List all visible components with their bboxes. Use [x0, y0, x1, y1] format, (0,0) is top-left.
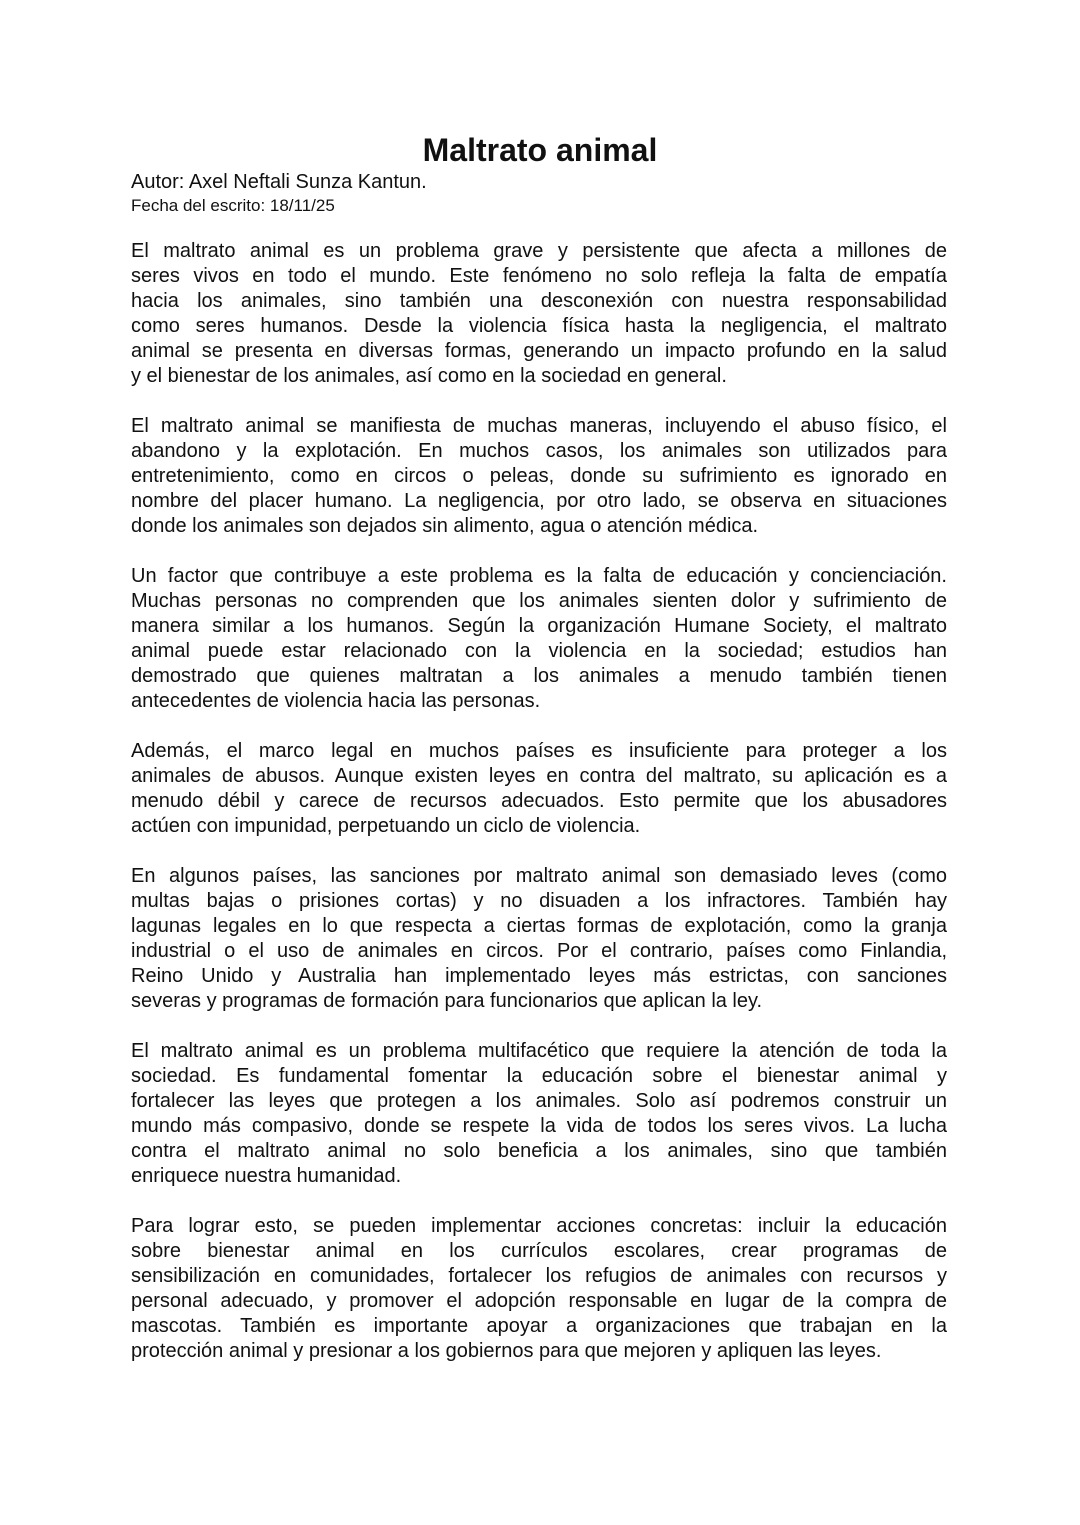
- paragraph-line: enriquece nuestra humanidad.: [131, 1165, 402, 1187]
- paragraph: [131, 864, 947, 1014]
- paragraph: [131, 414, 947, 539]
- paragraph-line: industrial o el uso de animales en circos. Por el contrario, países como Finlandia,: [131, 940, 947, 962]
- paragraph-line: antecedentes de violencia hacia las personas.: [131, 690, 541, 712]
- paragraph-line: animales de abusos. Aunque existen leyes en contra del maltrato, su aplicación es a: [131, 765, 947, 787]
- paragraph-line: manera similar a los humanos. Según la organización Humane Society, el maltrato: [131, 615, 947, 637]
- paragraph-line: El maltrato animal es un problema multifacético que requiere la atención de toda la: [131, 1040, 947, 1062]
- paragraph-line: sociedad. Es fundamental fomentar la educación sobre el bienestar animal y: [131, 1065, 947, 1087]
- author-line: Autor: Axel Neftali Sunza Kantun.: [131, 171, 427, 193]
- paragraph-line: mascotas. También es importante apoyar a organizaciones que trabajan en la: [131, 1315, 947, 1337]
- date-line: Fecha del escrito: 18/11/25: [131, 196, 335, 215]
- paragraph: [131, 1214, 947, 1364]
- paragraph-line: animal se presenta en diversas formas, generando un impacto profundo en la salud: [131, 340, 947, 362]
- paragraph-line: Muchas personas no comprenden que los animales sienten dolor y sufrimiento de: [131, 590, 947, 612]
- paragraph-line: sensibilización en comunidades, fortalecer los refugios de animales con recursos y: [131, 1265, 947, 1287]
- paragraph-line: protección animal y presionar a los gobiernos para que mejoren y apliquen las leyes.: [131, 1340, 882, 1362]
- paragraph-line: hacia los animales, sino también una desconexión con nuestra responsabilidad: [131, 290, 947, 312]
- paragraph-line: demostrado que quienes maltratan a los animales a menudo también tienen: [131, 665, 947, 687]
- paragraph-line: nombre del placer humano. La negligencia, por otro lado, se observa en situaciones: [131, 490, 947, 512]
- paragraph-line: abandono y la explotación. En muchos casos, los animales son utilizados para: [131, 440, 947, 462]
- paragraph: [131, 239, 947, 389]
- paragraph-line: En algunos países, las sanciones por maltrato animal son demasiado leves (como: [131, 865, 947, 887]
- paragraph-line: menudo débil y carece de recursos adecuados. Esto permite que los abusadores: [131, 790, 947, 812]
- document-title: Maltrato animal: [422, 132, 658, 168]
- paragraph-line: donde los animales son dejados sin alimento, agua o atención médica.: [131, 515, 759, 537]
- paragraph-line: y el bienestar de los animales, así como en la sociedad en general.: [131, 365, 727, 387]
- paragraph-line: multas bajas o prisiones cortas) y no disuaden a los infractores. También hay: [131, 890, 947, 912]
- paragraph-line: como seres humanos. Desde la violencia física hasta la negligencia, el maltrato: [131, 315, 947, 337]
- paragraph-line: mundo más compasivo, donde se respete la vida de todos los seres vivos. La lucha: [131, 1115, 947, 1137]
- paragraph-line: contra el maltrato animal no solo beneficia a los animales, sino que también: [131, 1140, 947, 1162]
- paragraph-line: Reino Unido y Australia han implementado leyes más estrictas, con sanciones: [131, 965, 947, 987]
- paragraph: [131, 564, 947, 714]
- paragraph-line: Un factor que contribuye a este problema es la falta de educación y concienciación.: [131, 565, 947, 587]
- paragraph-line: El maltrato animal se manifiesta de muchas maneras, incluyendo el abuso físico, el: [131, 415, 947, 437]
- paragraph-line: fortalecer las leyes que protegen a los animales. Solo así podremos construir un: [131, 1090, 947, 1112]
- paragraph-line: animal puede estar relacionado con la violencia en la sociedad; estudios han: [131, 640, 947, 662]
- paragraph-line: sobre bienestar animal en los currículos escolares, crear programas de: [131, 1240, 947, 1262]
- paragraph-line: El maltrato animal es un problema grave y persistente que afecta a millones de: [131, 240, 947, 262]
- paragraph-line: Para lograr esto, se pueden implementar acciones concretas: incluir la educación: [131, 1215, 947, 1237]
- paragraph: [131, 739, 947, 839]
- paragraph-line: actúen con impunidad, perpetuando un ciclo de violencia.: [131, 815, 641, 837]
- paragraph-line: entretenimiento, como en circos o peleas, donde su sufrimiento es ignorado en: [131, 465, 947, 487]
- paragraph: [131, 1039, 947, 1189]
- document-body: [131, 239, 947, 1389]
- paragraph-line: severas y programas de formación para funcionarios que aplican la ley.: [131, 990, 763, 1012]
- paragraph-line: Además, el marco legal en muchos países es insuficiente para proteger a los: [131, 740, 947, 762]
- paragraph-line: seres vivos en todo el mundo. Este fenómeno no solo refleja la falta de empatía: [131, 265, 947, 287]
- paragraph-line: personal adecuado, y promover el adopción responsable en lugar de la compra de: [131, 1290, 947, 1312]
- paragraph-line: lagunas legales en lo que respecta a ciertas formas de explotación, como la granja: [131, 915, 947, 937]
